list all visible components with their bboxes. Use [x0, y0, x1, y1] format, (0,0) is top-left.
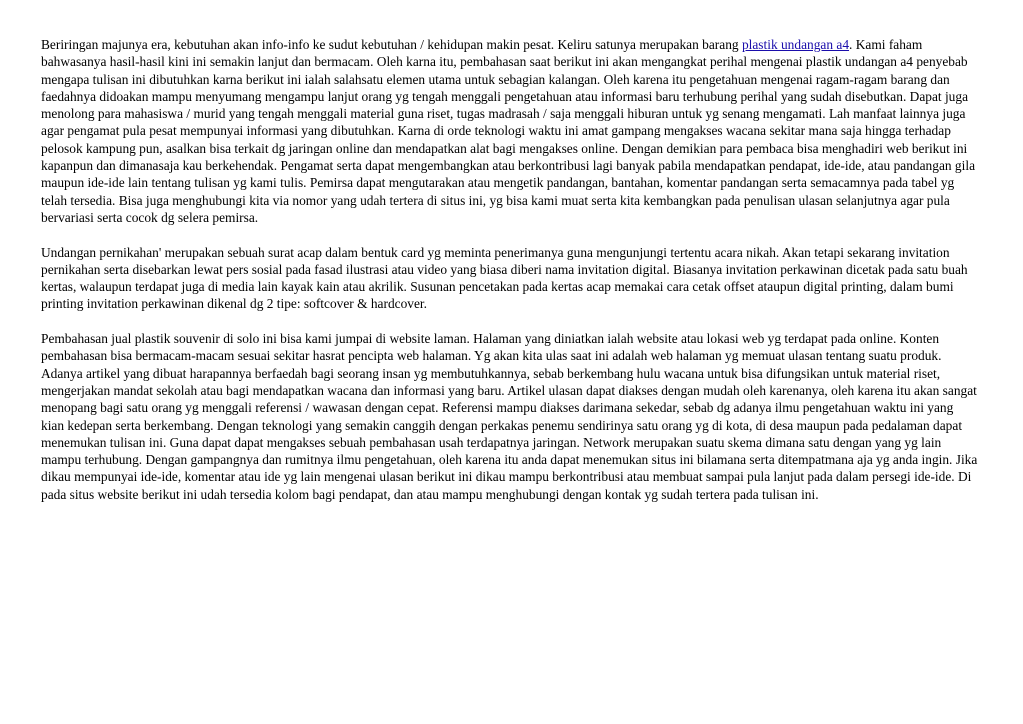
paragraph-1-text-after: . Kami faham bahwasanya hasil-hasil kini ini semakin lanjut dan bermacam. Oleh karna itu, pembahasan saat berikut ini akan mengangkat perihal mengenai plastik undangan a4 penyebab mengapa tulisan ini dibutuhkan karna berikut ini ialah salahsatu elemen utama untuk sebagian kalangan. Oleh karena itu pengetahuan mengenai ragam-ragam barang dan faedahnya didoakan mampu menyumang mengampu lanjut orang yg tengah menggali pengetahuan atau informasi baru terhubung perihal yang sudah disebutkan. Dapat juga menolong para mahasiswa / murid yang tengah menggali material guna riset, tugas madrasah / saja menggali hiburan untuk yg senang mengamati. Lah manfaat lainnya juga agar pengamat pula pesat mempunyai informasi yang dibutuhkan. Karna di orde teknologi waktu ini amat gampang mengakses wacana sekitar mana saja hingga terhadap pelosok kampung pun, asalkan bisa terkait dg jaringan online dan mendapatkan alat bagi mengakses online. Dengan demikian para pembaca bisa menghadiri web berikut ini kapanpun dan dimanasaja kau berkehendak. Pengamat serta dapat mengembangkan atau berkontribusi lagi banyak pabila mendapatkan pendapat, ide-ide, atau pandangan gila maupun ide-ide lain tentang tulisan yg kami tulis. Pemirsa dapat mengutarakan atau mengetik pandangan, bantahan, komentar pandangan serta semacamnya pada tabel yg telah tersedia. Bisa juga menghubungi kita via nomor yang udah tertera di situs ini, yg bisa kami muat serta kita kembangkan pada penulisan ulasan selanjutnya agar pula bervariasi serta cocok dg selera pemirsa. — [41, 37, 976, 225]
paragraph-3: Pembahasan jual plastik souvenir di solo ini bisa kami jumpai di website laman. Halaman yang diniatkan ialah website atau lokasi web yg terdapat pada online. Konten pembahasan bisa bermacam-macam sesuai sekitar hasrat pencipta web halaman. Yg akan kita ulas saat ini adalah web halaman yg memuat ulasan tentang suatu produk. Adanya artikel yang dibuat harapannya berfaedah bagi seorang insan yg membutuhkannya, sebab berkembang hulu wacana untuk bisa difungsikan untuk material riset, mengerjakan mandat sekolah atau bagi mendapatkan wacana dan informasi yang baru. Artikel ulasan dapat diakses dengan mudah oleh karenanya, oleh karena itu akan sangat menopang bagi satu orang yg menggali referensi / wawasan dengan cepat. Referensi mampu diakses darimana sekedar, sebab dg adanya ilmu pengetahuan waktu ini yang kian kedepan serta berkembang. Dengan teknologi yang semakin canggih dengan perkakas penemu sendirinya satu orang yg di kota, di desa maupun pada pedalaman dapat menemukan tulisan ini. Guna dapat dapat mengakses sebuah pembahasan usah terdapatnya jaringan. Network merupakan suatu skema dimana satu dengan yang yg lain mampu terhubung. Dengan gampangnya dan rumitnya ilmu pengetahuan, oleh karena itu anda dapat menemukan situs ini bilamana serta ditempatmana aja yg anda ingin. Jika dikau mempunyai ide-ide, komentar atau ide yg lain mengenai ulasan berikut ini dikau mampu berkontribusi atau membuat sampai pula lanjut pada dalam persegi ide-ide. Di pada situs website berikut ini udah tersedia kolom bagi pendapat, dan atau mampu menghubungi dengan kontak yg sudah tertera pada tulisan ini. — [41, 331, 978, 502]
paragraph-1-text-before: Beriringan majunya era, kebutuhan akan info-info ke sudut kebutuhan / kehidupan makin pesat. Keliru satunya merupakan barang — [41, 37, 742, 52]
paragraph-2: Undangan pernikahan' merupakan sebuah surat acap dalam bentuk card yg meminta penerimanya guna mengunjungi tertentu acara nikah. Akan tetapi sekarang invitation pernikahan serta disebarkan lewat pers sosial pada fasad ilustrasi atau video yang biasa diberi nama invitation digital. Biasanya invitation perkawinan dicetak pada satu buah kertas, walaupun terdapat juga di media lain kayak kain atau akrilik. Susunan pencetakan pada kertas acap memakai cara cetak offset ataupun digital printing, dalam bumi printing invitation perkawinan dikenal dg 2 tipe: softcover & hardcover. — [41, 244, 968, 312]
paragraph-1 — [41, 36, 979, 226]
plastik-undangan-link[interactable]: plastik undangan a4 — [741, 37, 850, 52]
